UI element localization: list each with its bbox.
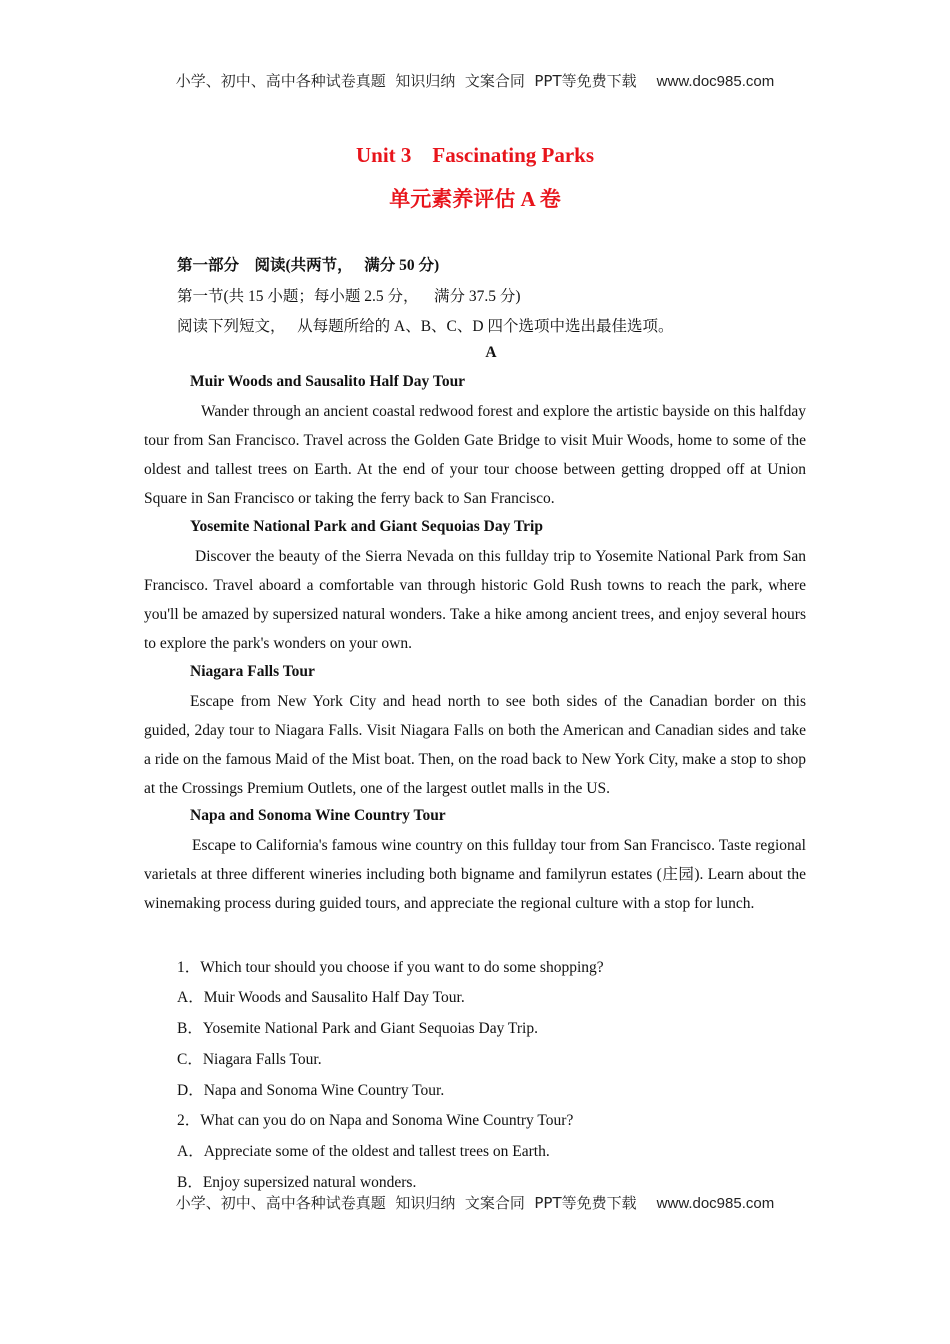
question-option: A．Muir Woods and Sausalito Half Day Tour. — [177, 989, 465, 1006]
section-heading: 第一节(共 15 小题；每小题 2.5 分， 满分 37.5 分) — [177, 288, 521, 305]
question-option: C．Niagara Falls Tour. — [177, 1051, 322, 1068]
unit-title: Unit 3 Fascinating Parks — [355, 143, 594, 167]
question-option: A．Appreciate some of the oldest and tallest trees on Earth. — [177, 1143, 550, 1160]
tour-description: Wander through an ancient coastal redwood forest and explore the artistic bayside on this halfday tour from San Francisco. Travel across the Golden Gate Bridge to visit Muir Woods, home to some of the oldest and tallest trees on Earth. At the end of your tour choose between getting dropped off at Union Square in San Francisco or taking the ferry back to San Francisco. — [144, 403, 806, 507]
tour-title: Niagara Falls Tour — [190, 663, 315, 680]
tour-title: Napa and Sonoma Wine Country Tour — [190, 807, 446, 824]
question-stem: 1．Which tour should you choose if you want to do some shopping? — [177, 959, 604, 976]
part-heading: 第一部分 阅读(共两节， 满分 50 分) — [177, 257, 440, 274]
question-stem: 2．What can you do on Napa and Sonoma Wine Country Tour? — [177, 1112, 574, 1129]
tour-description: Escape from New York City and head north to see both sides of the Canadian border on this guided, 2day tour to Niagara Falls. Visit Niagara Falls on both the American and Canadian sides and take a ride on the famous Maid of the Mist boat. Then, on the road back to New York City, make a stop to shop at the Crossings Premium Outlets, one of the largest outlet malls in the US. — [144, 693, 806, 797]
passage-letter: A — [485, 344, 497, 361]
question-option: B．Enjoy supersized natural wonders. — [177, 1174, 417, 1191]
page-header — [0, 70, 950, 91]
paper-title: 单元素养评估 A 卷 — [389, 187, 561, 211]
page-footer — [0, 1192, 950, 1213]
footer-site: www.doc985.com — [656, 1195, 775, 1212]
tour-description: Discover the beauty of the Sierra Nevada on this fullday trip to Yosemite National Park from San Francisco. Travel aboard a comfortable van through historic Gold Rush towns to reach the park, where you'll be amazed by supersized natural wonders. Take a hike among ancient trees, and enjoy several hours to explore the park's wonders on your own. — [144, 548, 806, 652]
instruction: 阅读下列短文， 从每题所给的 A、B、C、D 四个选项中选出最佳选项。 — [177, 318, 674, 335]
tour-title: Muir Woods and Sausalito Half Day Tour — [190, 373, 466, 390]
question-option: D．Napa and Sonoma Wine Country Tour. — [177, 1082, 445, 1099]
footer-text: 小学、初中、高中各种试卷真题 知识归纳 文案合同 PPT等免费下载 — [175, 1194, 637, 1212]
question-option: B．Yosemite National Park and Giant Sequoias Day Trip. — [177, 1020, 538, 1037]
header-site: www.doc985.com — [656, 73, 775, 90]
tour-title: Yosemite National Park and Giant Sequoias Day Trip — [190, 518, 543, 535]
tour-description: Escape to California's famous wine country on this fullday tour from San Francisco. Taste regional varietals at three different wineries including both bigname and familyrun estates (庄园). Learn about the winemaking process during guided tours, and appreciate the regional culture with a stop for lunch. — [144, 837, 806, 912]
header-text: 小学、初中、高中各种试卷真题 知识归纳 文案合同 PPT等免费下载 — [175, 72, 637, 90]
